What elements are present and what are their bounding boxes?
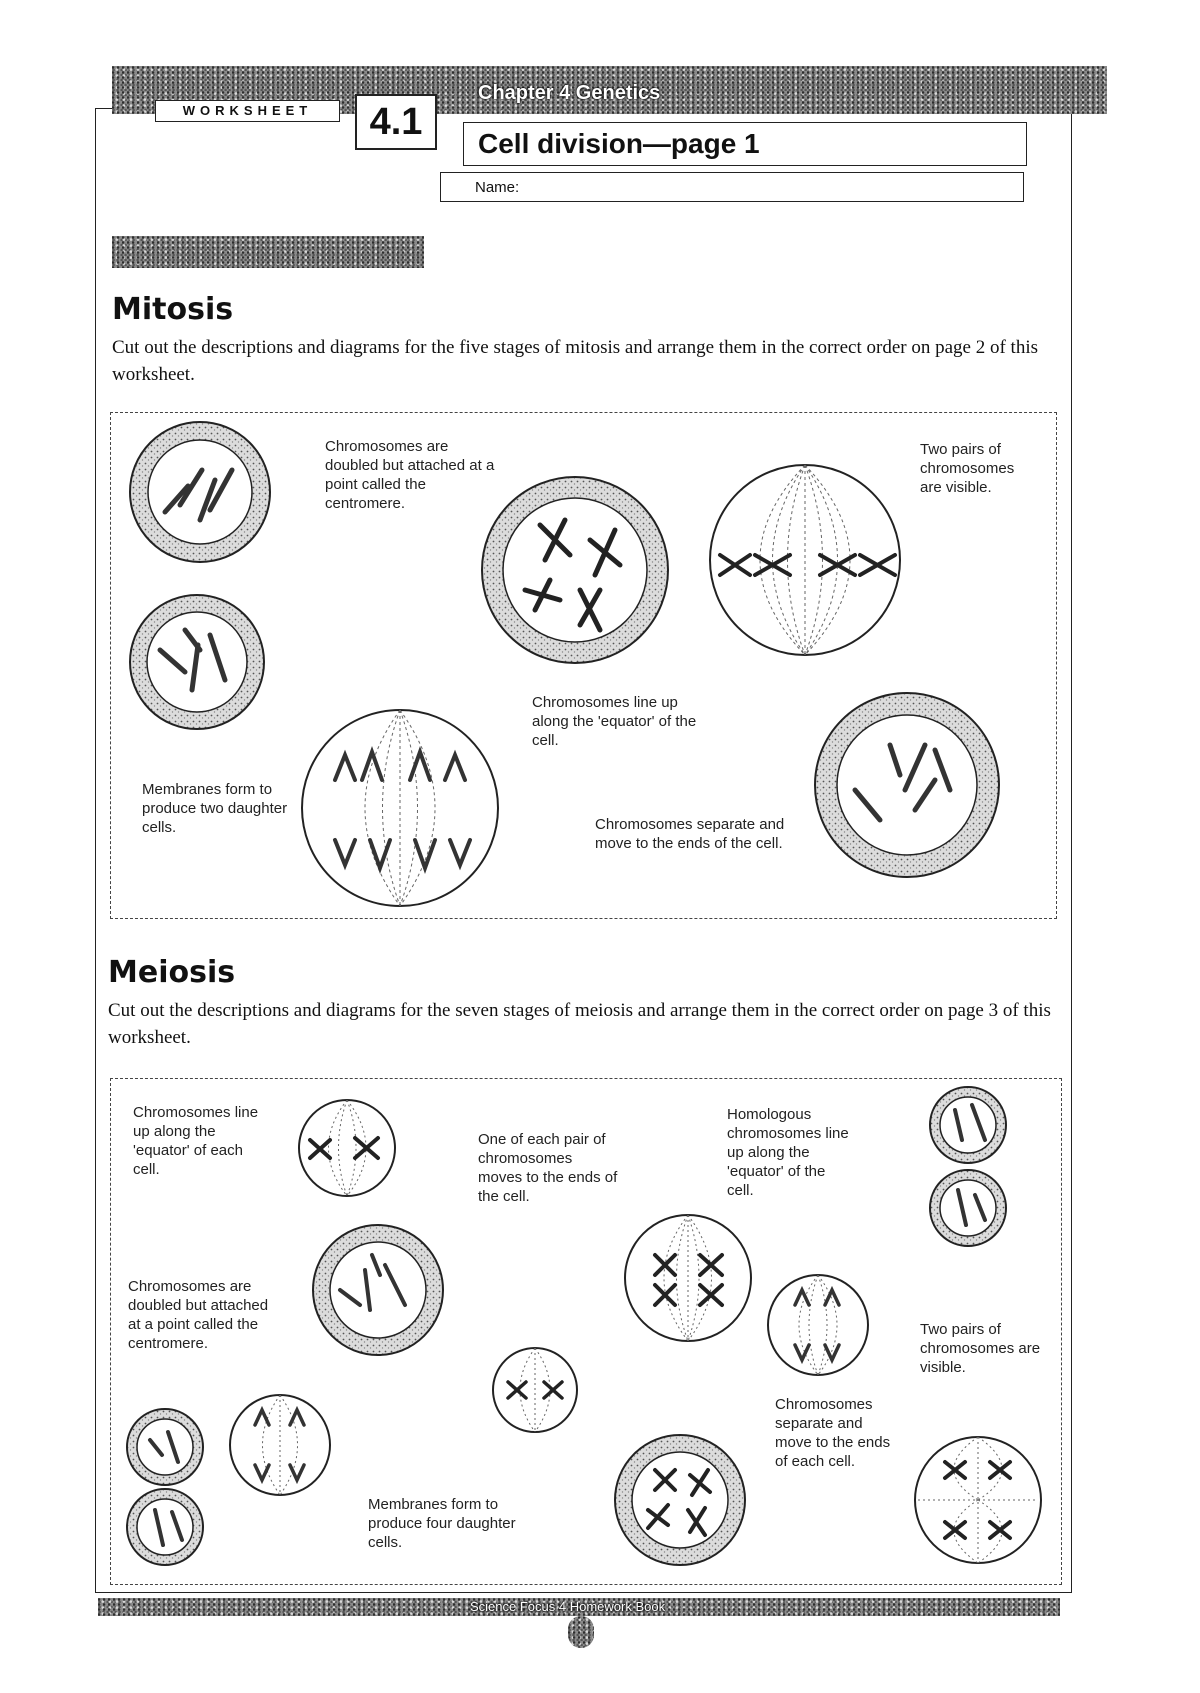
mitosis-instructions: Cut out the descriptions and diagrams for the five stages of mitosis and arrange them in the correct order on page 2 of this worksheet. <box>112 337 1038 385</box>
page-number-badge <box>568 1616 594 1648</box>
footer-book-title: Science Focus 4 Homework Book <box>470 1599 666 1614</box>
meiosis-cell-metaphase-one[interactable] <box>625 1215 751 1341</box>
meiosis-instructions: Cut out the descriptions and diagrams for the seven stages of meiosis and arrange them in the correct order on page 3 of this worksheet. <box>108 1000 1051 1048</box>
meiosis-caption-equator-each: Chromosomes line up along the 'equator' of each cell. <box>133 1104 259 1178</box>
meiosis-caption-membranes: Membranes form to produce four daughter cells. <box>368 1496 516 1551</box>
mitosis-caption-equator: Chromosomes line up along the 'equator' of the cell. <box>532 694 697 749</box>
chapter-title: Chapter 4 Genetics <box>478 82 661 104</box>
meiosis-cell-interphase[interactable] <box>313 1225 443 1355</box>
meiosis-cell-prophase[interactable] <box>615 1435 745 1565</box>
mitosis-caption-membranes: Membranes form to produce two daughter cells. <box>142 781 288 836</box>
mitosis-caption-centromere: Chromosomes are doubled but attached at a point called the centromere. <box>325 438 495 512</box>
meiosis-cell-metaphase-small[interactable] <box>493 1348 577 1432</box>
meiosis-cell-daughter-b[interactable] <box>930 1170 1006 1246</box>
meiosis-caption-homologous: Homologous chromosomes line up along the 'equator' of the cell. <box>727 1106 849 1199</box>
worksheet-number: 4.1 <box>355 94 437 150</box>
meiosis-cell-metaphase-two[interactable] <box>299 1100 395 1196</box>
meiosis-cell-daughter-d[interactable] <box>127 1489 203 1565</box>
mitosis-caption-separate: Chromosomes separate and move to the ends of the cell. <box>595 816 785 852</box>
meiosis-caption-separate: Chromosomes separate and move to the ends of each cell. <box>775 1396 891 1470</box>
meiosis-cell-anaphase-two[interactable] <box>230 1395 330 1495</box>
meiosis-cell-anaphase-one[interactable] <box>768 1275 868 1375</box>
meiosis-heading: Meiosis <box>108 955 236 990</box>
meiosis-cell-daughter-c[interactable] <box>127 1409 203 1485</box>
meiosis-caption-centromere: Chromosomes are doubled but attached at a point called the centromere. <box>128 1278 269 1352</box>
mitosis-heading: Mitosis <box>112 292 234 327</box>
name-field[interactable]: Name: <box>440 172 1024 202</box>
worksheet-label: WORKSHEET <box>155 100 340 122</box>
meiosis-caption-one-each: One of each pair of chromosomes moves to the ends of the cell. <box>478 1131 618 1205</box>
mitosis-caption-two-pairs: Two pairs of chromosomes are visible. <box>920 441 1015 496</box>
page-title: Cell division—page 1 <box>463 122 1027 166</box>
meiosis-cell-metaphase-two-large[interactable] <box>915 1437 1041 1563</box>
meiosis-cell-daughter-a[interactable] <box>930 1087 1006 1163</box>
meiosis-caption-two-pairs: Two pairs of chromosomes are visible. <box>920 1321 1041 1376</box>
